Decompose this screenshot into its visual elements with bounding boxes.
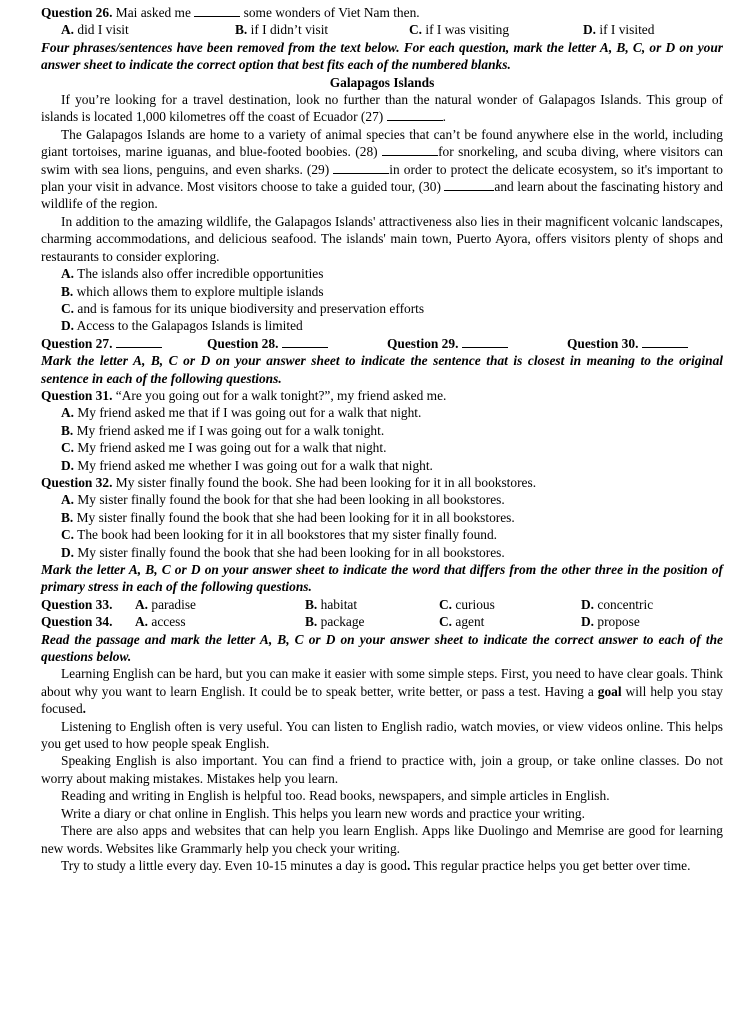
option-d[interactable] — [583, 21, 654, 38]
option-text: concentric — [597, 596, 654, 612]
option-b[interactable] — [41, 283, 723, 300]
instructions-meaning: Mark the letter A, B, C or D on your answer sheet to indicate the sentence that is closest in meaning to the original sentence in each of the following questions. — [41, 353, 723, 386]
instructions-cloze: Four phrases/sentences have been removed from the text below. For each question, mark the letter A, B, C, or D on your answer sheet to indicate the correct option that best fits each of the numbered blanks. — [41, 39, 723, 73]
option-a[interactable] — [61, 21, 235, 38]
question-stem: My sister finally found the book. She had been looking for it in all bookstores. — [115, 474, 537, 490]
option-letter: A. — [61, 22, 75, 38]
option-letter: C. — [439, 596, 453, 612]
answer-label: Question 27. — [41, 335, 113, 351]
answer-label: Question 30. — [567, 335, 639, 351]
option-text: The islands also offer incredible opportunities — [77, 266, 324, 282]
paragraph-text: Learning English can be hard, but you can make it easier with some simple steps. First, you need to have clear goals. Think about why you want to learn English. It could be to speak better, write better, or pass a test. Having a — [41, 666, 723, 699]
option-d[interactable] — [581, 596, 653, 613]
question-32 — [41, 474, 723, 491]
option-b[interactable] — [41, 509, 723, 526]
option-b[interactable] — [305, 613, 439, 630]
paragraph-text: The Galapagos Islands are home to a variety of animal species that can’t be found anywhere else in the world, including giant tortoises, marine iguanas, and blue-footed boobies. (28) — [41, 126, 723, 160]
option-c[interactable] — [41, 439, 723, 456]
answer-blank[interactable] — [462, 335, 508, 348]
passage-paragraph — [41, 857, 723, 874]
option-letter: C. — [61, 440, 75, 456]
option-text: paradise — [151, 596, 197, 612]
option-text: My friend asked me I was going out for a walk that night. — [77, 440, 387, 456]
option-a[interactable] — [135, 596, 305, 613]
passage-paragraph: There are also apps and websites that can help you learn English. Apps like Duolingo and Memrise are good for learning new words. Websites like Grammarly help you check your writing. — [41, 823, 723, 856]
answer-blank-30[interactable] — [444, 178, 494, 191]
option-d[interactable] — [41, 544, 723, 561]
option-text: My friend asked me whether I was going out for a walk that night. — [77, 457, 433, 473]
paragraph-text: will help you stay focused — [41, 683, 723, 717]
answer-blank[interactable] — [194, 4, 240, 17]
paragraph-text: . — [82, 701, 87, 717]
paragraph-text: This regular practice helps you get better over time. — [413, 857, 691, 873]
question-label: Question 26. — [41, 5, 113, 20]
option-text: agent — [455, 614, 485, 630]
highlighted-word: goal — [597, 683, 622, 699]
answer-slot-27[interactable] — [41, 335, 207, 352]
answer-line — [41, 335, 723, 352]
passage-title: Galapagos Islands — [329, 74, 435, 90]
passage-paragraph — [41, 126, 723, 213]
option-letter: C. — [439, 614, 453, 630]
option-b[interactable] — [41, 422, 723, 439]
question-stem: Mai asked me — [115, 5, 191, 20]
option-letter: D. — [583, 22, 597, 38]
passage-paragraph: Speaking English is also important. You can find a friend to practice with, join a group, or take online classes. Do not worry about making mistakes. Mistakes help you learn. — [41, 753, 723, 786]
passage-paragraph: Listening to English often is very useful. You can listen to English radio, watch movies, or view videos online. This helps you get used to how people speak English. — [41, 718, 723, 752]
option-b[interactable] — [305, 596, 439, 613]
option-a[interactable] — [41, 491, 723, 508]
q26-options — [41, 21, 723, 38]
option-b[interactable] — [235, 21, 409, 38]
question-label: Question 34. — [41, 614, 113, 630]
answer-blank[interactable] — [282, 335, 328, 348]
passage-paragraph: In addition to the amazing wildlife, the Galapagos Islands' attractiveness also lies in their magnificent volcanic landscapes, charming accommodations, and delicious seafood. The islands' main town, Puerto Ayora, offers visitors plenty of shops and restaurants to consider exploring. — [41, 213, 723, 264]
option-text: My sister finally found the book for that she had been looking in all bookstores. — [77, 492, 505, 508]
question-26 — [41, 4, 723, 21]
passage-paragraph: Reading and writing in English is helpful too. Read books, newspapers, and simple articles in English. — [61, 788, 610, 804]
option-d[interactable] — [41, 317, 723, 334]
option-letter: C. — [61, 527, 75, 543]
option-text: which allows them to explore multiple islands — [76, 283, 324, 299]
question-34 — [41, 613, 723, 630]
question-stem: “Are you going out for a walk tonight?”, my friend asked me. — [115, 387, 447, 403]
answer-slot-28[interactable] — [207, 335, 387, 352]
option-text: My sister finally found the book that she had been looking for in all bookstores. — [77, 544, 505, 560]
option-a[interactable] — [135, 613, 305, 630]
question-label: Question 31. — [41, 387, 113, 403]
option-letter: B. — [305, 614, 318, 630]
option-text: curious — [455, 596, 495, 612]
answer-label: Question 28. — [207, 335, 279, 351]
option-letter: A. — [61, 405, 75, 421]
question-label: Question 33. — [41, 596, 113, 612]
option-letter: B. — [61, 422, 74, 438]
option-letter: A. — [135, 596, 149, 612]
content-column — [41, 4, 723, 874]
option-a[interactable] — [41, 265, 723, 282]
answer-blank-28[interactable] — [382, 143, 438, 156]
instructions-reading: Read the passage and mark the letter A, B, C or D on your answer sheet to indicate the correct answer to each of the questions below. — [41, 631, 723, 665]
option-letter: D. — [581, 614, 595, 630]
paragraph-text: . — [407, 857, 411, 873]
option-letter: C. — [61, 300, 75, 316]
option-text: habitat — [320, 596, 358, 612]
answer-blank-29[interactable] — [333, 161, 389, 174]
question-stem: some wonders of Viet Nam then. — [243, 5, 420, 20]
option-letter: A. — [135, 614, 149, 630]
option-letter: D. — [61, 457, 75, 473]
option-letter: D. — [61, 318, 75, 334]
option-letter: B. — [61, 283, 74, 299]
option-d[interactable] — [581, 613, 640, 630]
option-text: My friend asked me that if I was going out for a walk that night. — [77, 405, 422, 421]
passage-paragraph: Write a diary or chat online in English. This helps you learn new words and practice your writing. — [61, 805, 585, 821]
answer-blank[interactable] — [642, 335, 688, 348]
option-c[interactable] — [41, 526, 723, 543]
option-text: did I visit — [77, 22, 129, 38]
option-letter: B. — [61, 509, 74, 525]
option-text: Access to the Galapagos Islands is limited — [76, 318, 303, 334]
option-text: and is famous for its unique biodiversity and preservation efforts — [77, 300, 425, 316]
option-text: if I didn’t visit — [250, 22, 329, 38]
option-text: access — [151, 614, 186, 630]
option-letter: D. — [61, 544, 75, 560]
option-text: package — [320, 614, 365, 630]
paragraph-text: . — [442, 109, 446, 125]
passage-paragraph — [41, 91, 723, 126]
instructions-stress: Mark the letter A, B, C or D on your answer sheet to indicate the word that differs from the other three in the position of primary stress in each of the following questions. — [41, 562, 723, 595]
paragraph-text: for snorkeling, and scuba diving, where visitors can swim with sea lions, penguins, and even sharks. (29) — [41, 144, 724, 177]
paragraph-text: Try to study a little every day. Even 10-15 minutes a day is good — [61, 857, 407, 873]
option-text: if I visited — [599, 22, 655, 38]
answer-blank-27[interactable] — [387, 108, 443, 121]
paragraph-text: in order to protect the delicate ecosystem, so it's important to plan your visit in advance. Most visitors choose to take a guided tour, (30) — [41, 161, 723, 195]
answer-slot-29[interactable] — [387, 335, 567, 352]
passage-paragraph — [41, 665, 723, 717]
option-letter: B. — [235, 22, 248, 38]
option-letter: A. — [61, 266, 75, 282]
question-label: Question 32. — [41, 474, 113, 490]
option-letter: B. — [305, 596, 318, 612]
answer-blank[interactable] — [116, 335, 162, 348]
option-c[interactable] — [439, 596, 581, 613]
option-letter: A. — [61, 492, 75, 508]
option-letter: D. — [581, 596, 595, 612]
option-text: if I was visiting — [425, 22, 510, 38]
question-31 — [41, 387, 723, 404]
paragraph-text: If you’re looking for a travel destination, look no further than the natural wonder of Galapagos Islands. This group of islands is located 1,000 kilometres off the coast of Ecuador (27) — [41, 92, 723, 125]
option-c[interactable] — [41, 300, 723, 317]
option-d[interactable] — [41, 457, 723, 474]
option-text: propose — [597, 614, 640, 630]
answer-slot-30[interactable] — [567, 335, 688, 352]
option-text: My friend asked me if I was going out for a walk tonight. — [76, 422, 385, 438]
option-a[interactable] — [41, 404, 723, 421]
option-c[interactable] — [409, 21, 583, 38]
option-c[interactable] — [439, 613, 581, 630]
answer-label: Question 29. — [387, 335, 459, 351]
option-text: The book had been looking for it in all bookstores that my sister finally found. — [77, 527, 498, 543]
question-33 — [41, 596, 723, 613]
option-letter: C. — [409, 22, 423, 38]
paragraph-text: and learn about the fascinating history and wildlife of the region. — [41, 179, 723, 212]
option-text: My sister finally found the book that she had been looking for it in all bookstores. — [76, 509, 515, 525]
